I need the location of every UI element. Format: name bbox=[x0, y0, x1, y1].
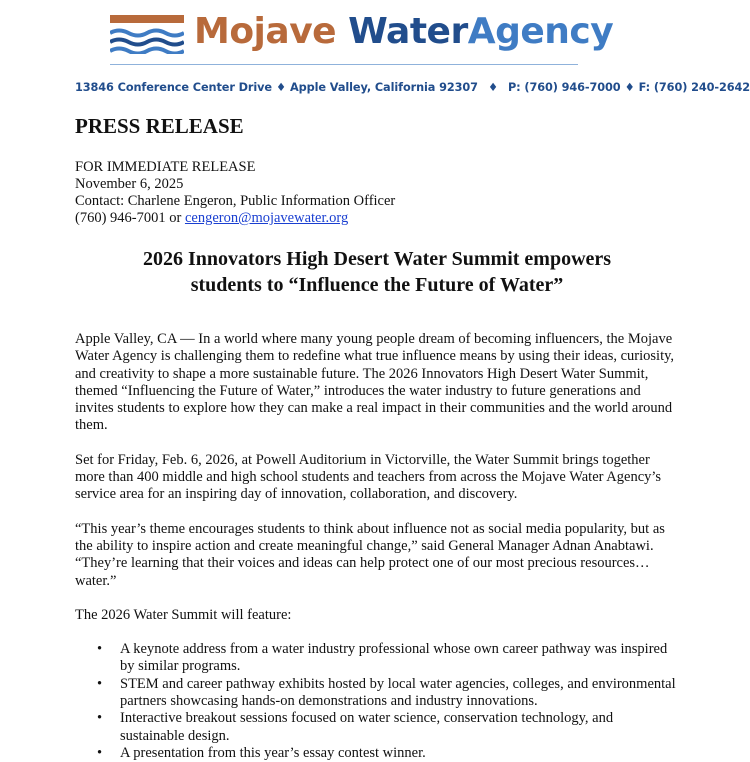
list-item-text: A keynote address from a water industry professional whose own career pathway was inspired by similar programs. bbox=[120, 641, 668, 675]
logo-word-mojave: Mojave bbox=[194, 11, 337, 52]
bullet-icon: • bbox=[97, 675, 103, 692]
separator-diamond-icon: ♦ bbox=[275, 81, 287, 94]
features-intro: The 2026 Water Summit will feature: bbox=[75, 606, 292, 623]
logo-word-agency: Agency bbox=[467, 11, 614, 52]
headline-line-1: 2026 Innovators High Desert Water Summit empowers bbox=[142, 248, 612, 270]
press-release-content bbox=[75, 113, 679, 762]
agency-address-line bbox=[75, 81, 750, 94]
separator-diamond-icon: ♦ bbox=[487, 81, 498, 94]
contact-phone: (760) 946-7001 or bbox=[75, 210, 185, 226]
letterhead-divider bbox=[110, 64, 578, 65]
release-date: November 6, 2025 bbox=[75, 176, 184, 192]
fax-number: F: (760) 240-2642 bbox=[638, 81, 750, 94]
list-item bbox=[97, 744, 679, 762]
water-waves-logo-icon bbox=[110, 14, 184, 54]
release-timing: FOR IMMEDIATE RELEASE bbox=[75, 159, 256, 175]
contact-person: Contact: Charlene Engeron, Public Information Officer bbox=[75, 193, 396, 209]
agency-logo-wordmark bbox=[194, 10, 613, 54]
phone-number: P: (760) 946-7000 bbox=[507, 81, 621, 94]
bullet-icon: • bbox=[97, 744, 103, 761]
city-state-zip: Apple Valley, California 92307 bbox=[290, 81, 478, 94]
logo-word-water: Water bbox=[348, 11, 468, 52]
contact-email-link[interactable]: cengeron@mojavewater.org bbox=[184, 210, 349, 226]
contact-phone-email bbox=[75, 210, 679, 227]
list-item-text: STEM and career pathway exhibits hosted by local water agencies, colleges, and environmental partners showcasing hands-on demonstrations and industry innovations. bbox=[120, 675, 676, 710]
quote-paragraph: “This year’s theme encourages students to think about influence not as social media popularity, but as the ability to inspire action and create meaningful change,” said General Manager Adnan Anabtawi. “They’re learning that their voices and ideas can help protect one of our most precious resources…water.” bbox=[75, 520, 665, 589]
street-address: 13846 Conference Center Drive bbox=[75, 81, 272, 94]
bullet-icon: • bbox=[97, 710, 103, 727]
headline bbox=[75, 246, 679, 298]
list-item bbox=[97, 641, 679, 676]
body-paragraph: Apple Valley, CA — In a world where many young people dream of becoming influencers, the Mojave Water Agency is challenging them to redefine what true influence means by using their ideas, curiosity, and creativity to shape a more sustainable future. The 2026 Innovators High Desert Water Summit, themed “Influencing the Future of Water,” introduces the water industry to future generations and invites students to explore how they can make a real impact in their communities and the world around them. bbox=[75, 331, 675, 434]
letterhead bbox=[0, 0, 750, 100]
press-release-heading: PRESS RELEASE bbox=[75, 114, 244, 138]
features-list bbox=[75, 641, 679, 762]
body-paragraph: Set for Friday, Feb. 6, 2026, at Powell Auditorium in Victorville, the Water Summit brings together more than 400 middle and high school students and teachers from across the Mojave Water Agency’s service area for an inspiring day of innovation, collaboration, and discovery. bbox=[75, 451, 662, 503]
separator-diamond-icon: ♦ bbox=[624, 81, 635, 94]
list-item bbox=[97, 675, 679, 711]
bullet-icon: • bbox=[97, 641, 103, 658]
list-item bbox=[97, 710, 679, 745]
list-item-text: A presentation from this year’s essay contest winner. bbox=[120, 744, 426, 761]
list-item-text: Interactive breakout sessions focused on water science, conservation technology, and sustainable design. bbox=[120, 710, 614, 744]
headline-line-2: students to “Influence the Future of Water” bbox=[190, 274, 564, 296]
